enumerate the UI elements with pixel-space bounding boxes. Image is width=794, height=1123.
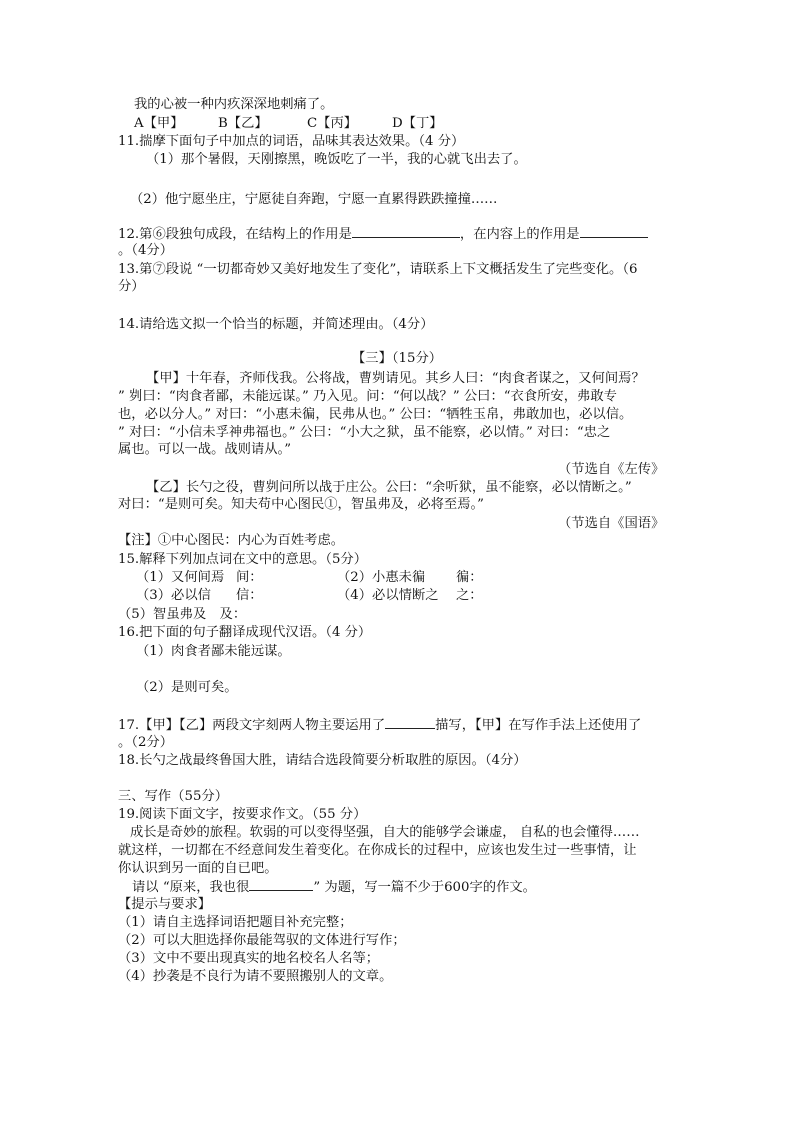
yi-line-1: 【乙】长勺之役，曹刿问所以战于庄公。公曰：“余听狱，虽不能察，必以情断之。”: [146, 480, 632, 495]
q12-blank-content[interactable]: [580, 225, 648, 238]
q15-item-2: （2）小惠未徧: [337, 570, 426, 585]
q18-stem: 18.长勺之战最终鲁国大胜，请结合选段简要分析取胜的原因。（4分）: [118, 753, 527, 768]
yi-source: （节选自《国语》: [558, 516, 665, 531]
q16-stem: 16.把下面的句子翻译成现代汉语。（4 分）: [118, 625, 372, 640]
writing-para-1: 成长是奇妙的旅程。软弱的可以变得坚强，自大的能够学会谦虚， 自私的也会懂得……: [130, 825, 640, 840]
q15-stem: 15.解释下列加点词在文中的意思。（5分）: [118, 552, 368, 567]
q15-item-4-label: 之：: [456, 588, 483, 603]
q10-option-c: C【丙】: [307, 116, 358, 131]
requirement-1: （1）请自主选择词语把题目补充完整；: [118, 915, 353, 930]
requirement-2: （2）可以大胆选择你最能驾驭的文体进行写作；: [118, 933, 406, 948]
writing-para-3: 你认识到另一面的自已吧。: [118, 861, 278, 876]
writing-para-2: 就这样，一切都在不经意间发生着变化。在你成长的过程中，应该也发生过一些事情，让: [118, 843, 637, 858]
q19-stem: 19.阅读下面文字，按要求作文。（55 分）: [118, 807, 367, 822]
q17-text-2: 描写，【甲】在写作手法上还使用了: [435, 718, 642, 733]
q13-line-1: 13.第⑦段说 “一切都奇妙又美好地发生了变化”，请联系上下文概括发生了完些变化。（6: [118, 262, 638, 277]
q10-option-d: D【丁】: [392, 116, 443, 131]
jia-line-5: 属也。可以一战。战则请从。”: [118, 442, 292, 457]
writing-prompt-b: ” 为题，写一篇不少于600字的作文。: [313, 880, 536, 895]
q15-item-4: （4）必以情断之: [337, 588, 439, 603]
writing-prompt-a: 请以 “原来，我也很: [132, 880, 250, 895]
requirement-3: （3）文中不要出现真实的地名校名人名等；: [118, 951, 380, 966]
section3-heading: 【三】（15分）: [352, 351, 443, 366]
jia-source: （节选自《左传》: [558, 462, 665, 477]
q17-line: [118, 716, 641, 734]
title-blank[interactable]: [249, 878, 313, 891]
jia-line-3: 也，必以分人。” 对曰：“小惠未徧，民弗从也。” 公曰：“牺牲玉帛，弗敢加也，必以信。: [118, 407, 633, 422]
q12-text-1: 12.第⑥段独句成段，在结构上的作用是: [118, 227, 352, 242]
jia-line-4: ” 对曰：“小信未孚神弗福也。” 公曰：“小大之狱，虽不能察，必以情。” 对曰：“忠之: [118, 425, 611, 440]
jia-line-2: ” 刿曰：“肉食者鄙，未能远谋。” 乃入见。问：“何以战？” 公曰：“衣食所安，弗敢专: [118, 389, 617, 404]
q11-sentence-1: （1）那个暑假，天刚擦黑，晚饭吃了一半，我的心就飞出去了。: [146, 152, 527, 167]
q11-stem: 11.揣摩下面句子中加点的词语，品味其表达效果。（4 分）: [118, 134, 465, 149]
q15-item-5: （5）智虽弗及 及：: [118, 607, 247, 622]
q15-item-3-label: 信：: [236, 588, 263, 603]
q12-text-3: 。（4分）: [118, 243, 173, 258]
q10-sentence: 我的心被一种内疚深深地刺痛了。: [134, 97, 334, 112]
q17-blank[interactable]: [385, 716, 435, 729]
q15-item-3: （3）必以信: [136, 588, 211, 603]
q15-item-2-label: 徧：: [456, 570, 483, 585]
q12-text-2: ，在内容上的作用是: [459, 227, 580, 242]
q16-sentence-2: （2）是则可矣。: [136, 680, 238, 695]
requirement-4: （4）抄袭是不良行为请不要照搬别人的文章。: [118, 969, 393, 984]
jia-line-1: 【甲】十年春，齐师伐我。公将战，曹刿请见。其乡人曰：“肉食者谋之，又何间焉？: [146, 371, 645, 386]
q17-text-3: 。（2分）: [118, 735, 173, 750]
q11-sentence-2: （2）他宁愿坐庄，宁愿徒自奔跑，宁愿一直累得跌跌撞撞……: [130, 192, 498, 207]
writing-prompt: [132, 878, 536, 896]
q12-blank-structure[interactable]: [352, 225, 460, 238]
yi-line-2: 对曰：“是则可矣。知夫苟中心图民①，智虽弗及，必将至焉。”: [118, 497, 484, 512]
requirements-heading: 【提示与要求】: [118, 897, 212, 912]
q10-option-a: A【甲】: [134, 116, 184, 131]
q13-line-2: 分）: [118, 279, 145, 294]
annotation-note: 【注】①中心图民：内心为百姓考虑。: [118, 533, 345, 548]
q16-sentence-1: （1）肉食者鄙未能远谋。: [136, 644, 291, 659]
q10-option-b: B【乙】: [218, 116, 268, 131]
q15-item-1-label: 间：: [236, 570, 263, 585]
q17-text-1: 17.【甲】【乙】两段文字刻两人物主要运用了: [118, 718, 386, 733]
q15-item-1: （1）又何间焉: [136, 570, 225, 585]
q12-line: [118, 225, 648, 243]
q14-stem: 14.请给选文拟一个恰当的标题，并简述理由。（4分）: [118, 317, 434, 332]
writing-heading: 三、写作（55分）: [118, 789, 228, 804]
